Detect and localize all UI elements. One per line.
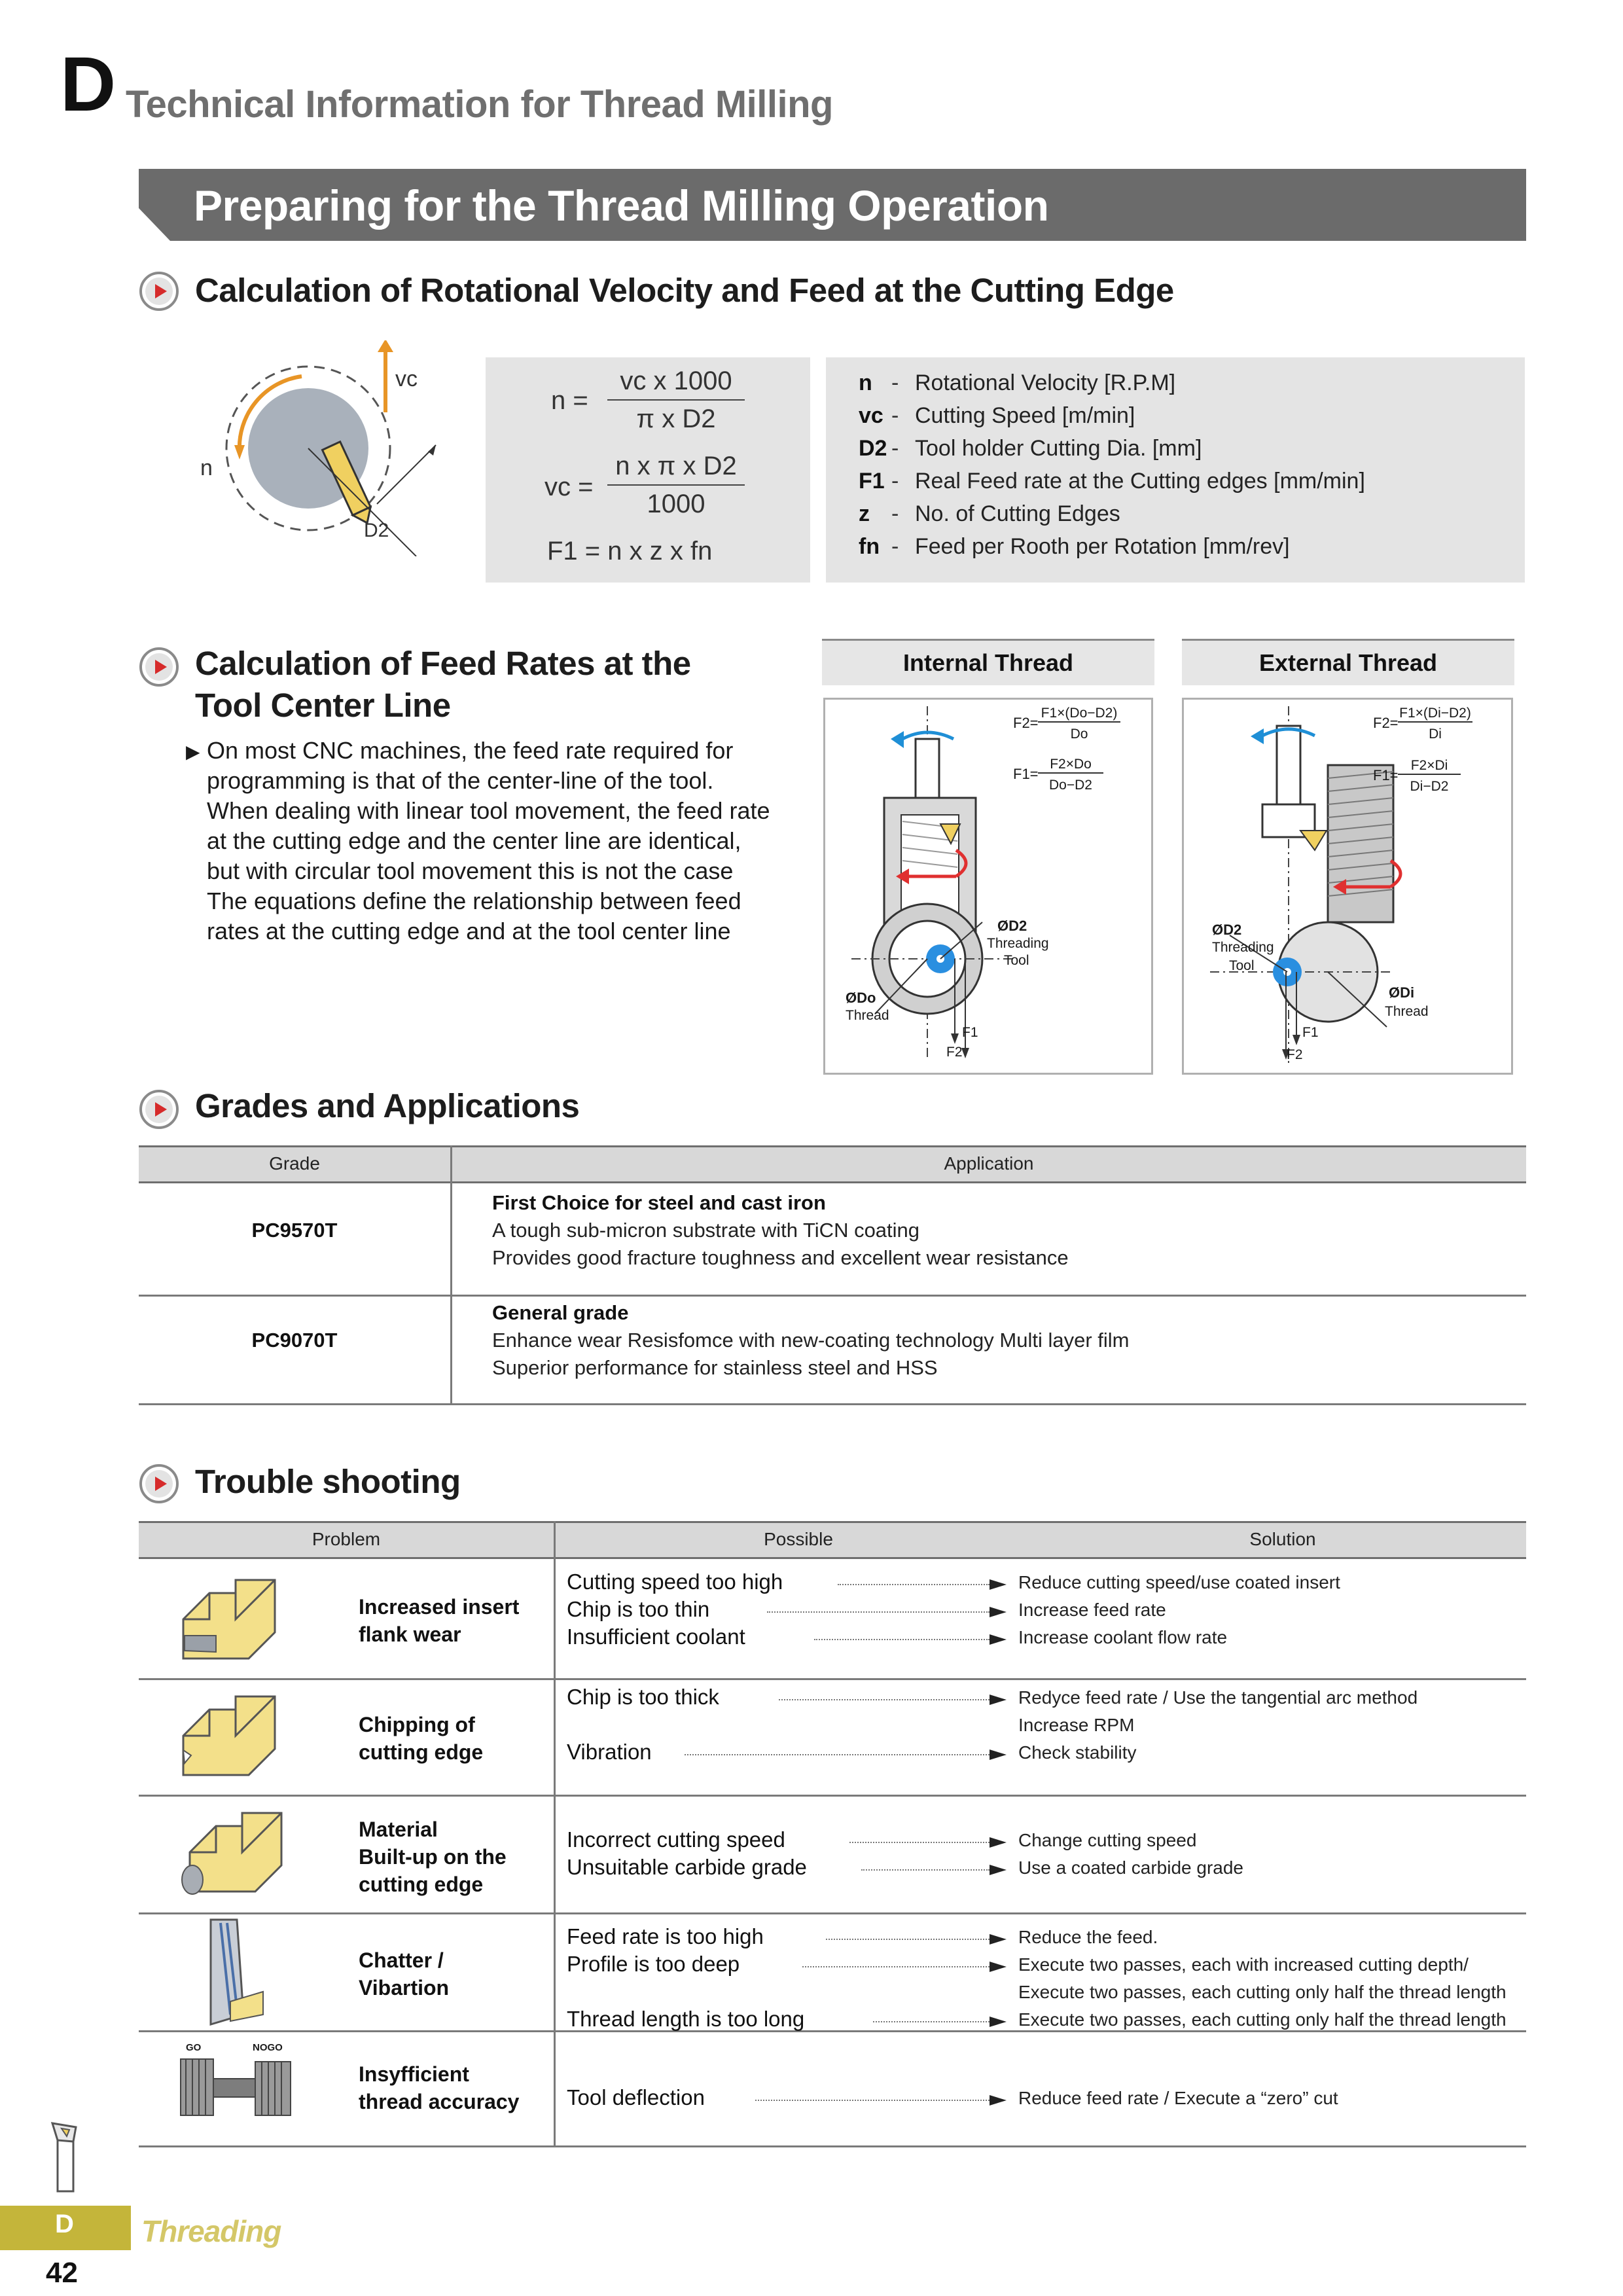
row-divider bbox=[139, 1295, 1526, 1297]
possible-cause: Tool deflection bbox=[567, 2085, 705, 2109]
internal-f1-arrow-label: F1 bbox=[962, 1025, 978, 1040]
paragraph-line: On most CNC machines, the feed rate required for bbox=[207, 737, 734, 764]
grade-application-lead: First Choice for steel and cast iron bbox=[492, 1191, 826, 1214]
row-divider bbox=[139, 1795, 1526, 1797]
legend-key: vc bbox=[859, 403, 883, 428]
arrow-icon bbox=[990, 1634, 1007, 1645]
legend-description: Cutting Speed [m/min] bbox=[915, 403, 1135, 428]
trouble-col-solution: Solution bbox=[1249, 1529, 1316, 1549]
paragraph-line: When dealing with linear tool movement, the feed rate bbox=[207, 797, 770, 824]
solution-text: Redyce feed rate / Use the tangential arc method bbox=[1018, 1687, 1418, 1708]
possible-cause: Chip is too thick bbox=[567, 1685, 719, 1709]
external-f1-numerator: F2×Di bbox=[1398, 758, 1461, 775]
trouble-col-possible: Possible bbox=[764, 1529, 833, 1549]
grades-col-application: Application bbox=[944, 1153, 1034, 1174]
external-tool-label: Threading bbox=[1212, 940, 1274, 955]
solution-text: Execute two passes, each cutting only half the thread length bbox=[1018, 2009, 1507, 2030]
internal-f2-numerator: F1×(Do−D2) bbox=[1038, 706, 1120, 723]
arrow-icon bbox=[990, 1579, 1007, 1590]
arrow-icon bbox=[990, 2017, 1007, 2027]
formula-vc-denominator: 1000 bbox=[647, 490, 705, 518]
legend-description: Feed per Rooth per Rotation [mm/rev] bbox=[915, 534, 1290, 559]
problem-text: Vibartion bbox=[359, 1976, 450, 2000]
internal-thread-label: Thread bbox=[846, 1008, 889, 1023]
solution-text: Check stability bbox=[1018, 1742, 1137, 1763]
grade-name: PC9570T bbox=[251, 1219, 338, 1242]
grade-application-line: Provides good fracture toughness and excellent wear resistance bbox=[492, 1246, 1069, 1269]
solution-text: Execute two passes, each with increased cutting depth/ bbox=[1018, 1954, 1469, 1975]
arrow-icon bbox=[990, 1837, 1007, 1848]
formula-n-denominator: π x D2 bbox=[636, 404, 716, 433]
row-divider bbox=[139, 2145, 1526, 2147]
row-divider bbox=[139, 1678, 1526, 1680]
leader-line bbox=[755, 2100, 990, 2101]
possible-cause: Chip is too thin bbox=[567, 1597, 710, 1621]
section-title-rotational: Calculation of Rotational Velocity and Feed at the Cutting Edge bbox=[195, 272, 1174, 309]
leader-line bbox=[861, 1869, 990, 1871]
formula-vc-lhs: vc = bbox=[544, 473, 594, 501]
possible-cause: Vibration bbox=[567, 1740, 652, 1764]
external-thread-heading: External Thread bbox=[1182, 639, 1514, 685]
internal-f2-lhs: F2= bbox=[1013, 715, 1039, 731]
play-circle-icon bbox=[139, 1089, 179, 1130]
formula-vc-numerator: n x π x D2 bbox=[615, 452, 737, 480]
internal-f1-numerator: F2×Do bbox=[1038, 757, 1103, 774]
grade-name: PC9070T bbox=[251, 1329, 338, 1352]
section-title-trouble: Trouble shooting bbox=[195, 1463, 461, 1500]
play-circle-icon bbox=[139, 647, 179, 687]
internal-f2-denominator: Do bbox=[1070, 726, 1088, 742]
possible-cause: Thread length is too long bbox=[567, 2007, 805, 2031]
solution-text: Increase coolant flow rate bbox=[1018, 1627, 1228, 1647]
formula-n-lhs: n = bbox=[551, 386, 588, 415]
problem-text: flank wear bbox=[359, 1623, 461, 1646]
legend-dash: - bbox=[891, 436, 899, 461]
internal-f1-lhs: F1= bbox=[1013, 766, 1039, 782]
section-title-feed-line1: Calculation of Feed Rates at the bbox=[195, 645, 691, 682]
external-d2-label: ØD2 bbox=[1212, 922, 1242, 938]
legend-description: No. of Cutting Edges bbox=[915, 501, 1120, 526]
solution-text: Reduce feed rate / Execute a “zero” cut bbox=[1018, 2088, 1338, 2108]
trouble-col-problem: Problem bbox=[312, 1529, 381, 1549]
grade-application-line: Enhance wear Resisfomce with new-coating technology Multi layer film bbox=[492, 1329, 1130, 1352]
footer-chapter-letter: D bbox=[55, 2210, 74, 2238]
legend-key: n bbox=[859, 370, 872, 395]
external-f2-denominator: Di bbox=[1429, 726, 1442, 742]
built-up-edge-insert-icon bbox=[177, 1806, 288, 1905]
problem-text: thread accuracy bbox=[359, 2090, 520, 2113]
external-f2-arrow-label: F2 bbox=[1287, 1047, 1303, 1062]
fraction-bar bbox=[607, 484, 745, 486]
external-f1-lhs: F1= bbox=[1373, 767, 1399, 783]
page-number: 42 bbox=[46, 2257, 78, 2289]
legend-description: Real Feed rate at the Cutting edges [mm/min] bbox=[915, 469, 1365, 493]
leader-line bbox=[779, 1699, 990, 1700]
bullet-triangle-icon: ▶ bbox=[186, 742, 200, 762]
solution-text: Increase RPM bbox=[1018, 1715, 1135, 1735]
banner-title: Preparing for the Thread Milling Operation bbox=[194, 181, 1049, 230]
problem-text: Built-up on the bbox=[359, 1845, 507, 1869]
arrow-icon bbox=[990, 2095, 1007, 2106]
internal-f1-denominator: Do−D2 bbox=[1049, 778, 1092, 793]
grade-application-lead: General grade bbox=[492, 1301, 629, 1324]
possible-cause: Profile is too deep bbox=[567, 1952, 740, 1976]
column-divider bbox=[554, 1521, 556, 2147]
arrow-icon bbox=[990, 1934, 1007, 1945]
leader-line bbox=[849, 1842, 990, 1843]
possible-cause: Cutting speed too high bbox=[567, 1570, 783, 1594]
external-f1-denominator: Di−D2 bbox=[1410, 779, 1449, 794]
leader-line bbox=[685, 1754, 990, 1755]
chipped-insert-icon bbox=[177, 1690, 288, 1782]
section-title-feed-line2: Tool Center Line bbox=[195, 687, 451, 724]
paragraph-line: The equations define the relationship between feed bbox=[207, 888, 741, 914]
legend-dash: - bbox=[891, 370, 899, 395]
paragraph-line: but with circular tool movement this is not the case bbox=[207, 857, 734, 884]
external-thread-label: Thread bbox=[1385, 1004, 1429, 1019]
problem-text: Material bbox=[359, 1818, 438, 1841]
solution-text: Reduce cutting speed/use coated insert bbox=[1018, 1572, 1340, 1592]
paragraph-line: at the cutting edge and the center line are identical, bbox=[207, 827, 741, 854]
solution-text: Reduce the feed. bbox=[1018, 1927, 1158, 1947]
internal-tool-label: Threading bbox=[987, 936, 1049, 951]
external-di-label: ØDi bbox=[1389, 984, 1415, 1001]
solution-text: Increase feed rate bbox=[1018, 1600, 1166, 1620]
leader-line bbox=[767, 1611, 990, 1613]
problem-text: Chipping of bbox=[359, 1713, 475, 1736]
thread-mill-tool-icon bbox=[46, 2121, 85, 2193]
paragraph-line: rates at the cutting edge and at the tool center line bbox=[207, 918, 731, 944]
fraction-bar bbox=[607, 399, 745, 401]
banner-notch bbox=[139, 208, 170, 241]
chapter-letter: D bbox=[60, 41, 116, 128]
play-circle-icon bbox=[139, 271, 179, 312]
worn-insert-icon bbox=[177, 1573, 288, 1665]
page-title: Technical Information for Thread Milling bbox=[126, 83, 833, 126]
diagram-label-d2: D2 bbox=[364, 520, 389, 541]
arrow-icon bbox=[990, 1607, 1007, 1617]
leader-line bbox=[826, 1939, 990, 1940]
external-f1-arrow-label: F1 bbox=[1302, 1025, 1319, 1040]
rotation-diagram bbox=[194, 340, 462, 556]
external-thread-diagram bbox=[1182, 698, 1513, 1075]
internal-d2-label: ØD2 bbox=[997, 918, 1027, 934]
problem-text: cutting edge bbox=[359, 1873, 484, 1896]
legend-dash: - bbox=[891, 469, 899, 493]
solution-text: Change cutting speed bbox=[1018, 1830, 1197, 1850]
play-circle-icon bbox=[139, 1463, 179, 1504]
problem-text: Increased insert bbox=[359, 1595, 520, 1619]
legend-dash: - bbox=[891, 534, 899, 559]
arrow-icon bbox=[990, 1695, 1007, 1705]
arrow-icon bbox=[990, 1749, 1007, 1760]
formula-f1: F1 = n x z x fn bbox=[547, 537, 713, 565]
leader-line bbox=[814, 1639, 990, 1640]
possible-cause: Incorrect cutting speed bbox=[567, 1827, 785, 1852]
leader-line bbox=[873, 2021, 990, 2022]
row-divider bbox=[139, 1912, 1526, 1914]
thread-gauge-icon bbox=[177, 2045, 294, 2123]
legend-dash: - bbox=[891, 403, 899, 428]
possible-cause: Feed rate is too high bbox=[567, 1924, 764, 1948]
problem-text: Chatter / bbox=[359, 1948, 444, 1972]
legend-key: D2 bbox=[859, 436, 887, 461]
row-divider bbox=[139, 2030, 1526, 2032]
external-f2-lhs: F2= bbox=[1373, 715, 1399, 731]
external-f2-numerator: F1×(Di−D2) bbox=[1398, 706, 1472, 723]
legend-description: Tool holder Cutting Dia. [mm] bbox=[915, 436, 1202, 461]
section-title-grades: Grades and Applications bbox=[195, 1087, 580, 1124]
leader-line bbox=[802, 1966, 990, 1967]
gauge-nogo-label: NOGO bbox=[253, 2042, 283, 2053]
legend-key: fn bbox=[859, 534, 880, 559]
legend-description: Rotational Velocity [R.P.M] bbox=[915, 370, 1176, 395]
chatter-tool-icon bbox=[191, 1916, 270, 2028]
problem-text: Insyfficient bbox=[359, 2062, 469, 2086]
column-divider bbox=[450, 1145, 452, 1405]
problem-text: cutting edge bbox=[359, 1740, 484, 1764]
possible-cause: Unsuitable carbide grade bbox=[567, 1855, 807, 1879]
legend-key: F1 bbox=[859, 469, 885, 493]
grade-application-line: A tough sub-micron substrate with TiCN coating bbox=[492, 1219, 920, 1242]
row-divider bbox=[139, 1403, 1526, 1405]
footer-section-name: Threading bbox=[141, 2214, 281, 2248]
solution-text: Use a coated carbide grade bbox=[1018, 1857, 1243, 1878]
grades-col-grade: Grade bbox=[269, 1153, 320, 1174]
feed-paragraph bbox=[207, 737, 770, 948]
paragraph-line: programming is that of the center-line of the tool. bbox=[207, 767, 714, 794]
arrow-icon bbox=[990, 1865, 1007, 1875]
internal-do-label: ØDo bbox=[846, 990, 876, 1006]
formula-n-numerator: vc x 1000 bbox=[620, 367, 732, 395]
internal-tool-label: Tool bbox=[1004, 953, 1029, 968]
legend-dash: - bbox=[891, 501, 899, 526]
solution-text: Execute two passes, each cutting only half the thread length bbox=[1018, 1982, 1507, 2002]
arrow-icon bbox=[990, 1962, 1007, 1972]
gauge-go-label: GO bbox=[186, 2042, 202, 2053]
internal-thread-heading: Internal Thread bbox=[822, 639, 1154, 685]
possible-cause: Insufficient coolant bbox=[567, 1624, 745, 1649]
grade-application-line: Superior performance for stainless steel and HSS bbox=[492, 1356, 938, 1379]
legend-key: z bbox=[859, 501, 870, 526]
external-tool-label: Tool bbox=[1229, 958, 1255, 973]
leader-line bbox=[838, 1584, 990, 1585]
diagram-label-vc: vc bbox=[395, 367, 418, 391]
diagram-label-n: n bbox=[200, 456, 213, 480]
internal-f2-arrow-label: F2 bbox=[946, 1045, 963, 1060]
